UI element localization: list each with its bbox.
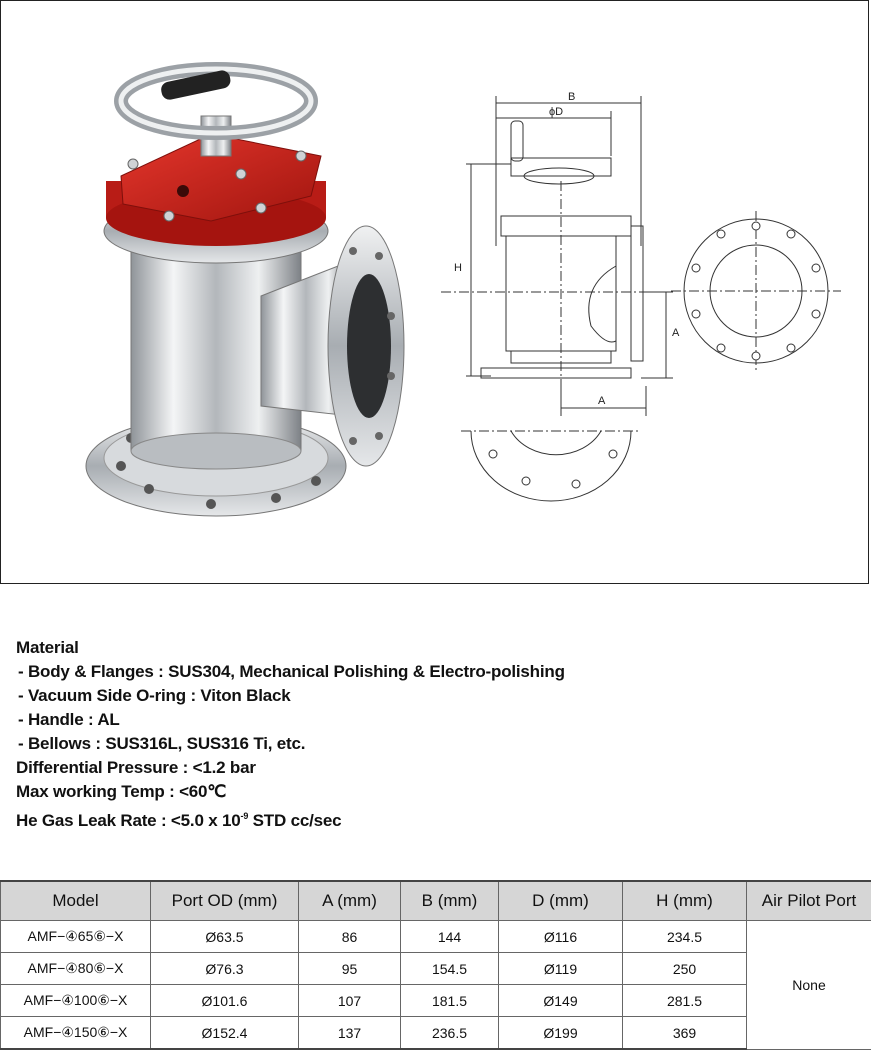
dim-label-a-horizontal: A xyxy=(598,395,606,407)
cell-port-od: Ø152.4 xyxy=(151,1017,299,1050)
header-h: H (mm) xyxy=(623,881,747,921)
model-table xyxy=(0,880,871,1050)
dim-label-phi-d: ϕD xyxy=(549,106,563,118)
cell-a: 95 xyxy=(299,953,401,985)
cell-port-od: Ø101.6 xyxy=(151,985,299,1017)
table-row xyxy=(1,1017,871,1050)
header-port-od: Port OD (mm) xyxy=(151,881,299,921)
cell-model: AMF−④80⑥−X xyxy=(1,953,151,985)
cell-model: AMF−④150⑥−X xyxy=(1,1017,151,1050)
header-model: Model xyxy=(1,881,151,921)
table-row xyxy=(1,985,871,1017)
cell-d: Ø199 xyxy=(499,1017,623,1050)
cell-h: 250 xyxy=(623,953,747,985)
header-b: B (mm) xyxy=(401,881,499,921)
differential-pressure: Differential Pressure : <1.2 bar xyxy=(16,756,856,780)
cell-b: 144 xyxy=(401,921,499,953)
header-air-pilot-port: Air Pilot Port xyxy=(747,881,871,921)
max-working-temp: Max working Temp : <60℃ xyxy=(16,780,856,804)
leak-rate-suffix: STD cc/sec xyxy=(248,811,341,830)
leak-rate-exponent: -9 xyxy=(241,811,249,821)
cell-d: Ø149 xyxy=(499,985,623,1017)
material-item: - Bellows : SUS316L, SUS316 Ti, etc. xyxy=(16,732,856,756)
dim-label-b: B xyxy=(568,91,575,103)
header-d: D (mm) xyxy=(499,881,623,921)
cell-a: 86 xyxy=(299,921,401,953)
leak-rate-prefix: He Gas Leak Rate : <5.0 x 10 xyxy=(16,811,241,830)
specification-block xyxy=(16,636,856,833)
dim-label-h: H xyxy=(454,262,462,274)
cell-a: 107 xyxy=(299,985,401,1017)
table-row xyxy=(1,921,871,953)
cell-b: 154.5 xyxy=(401,953,499,985)
dim-label-a-vertical: A xyxy=(672,327,680,339)
cell-model: AMF−④65⑥−X xyxy=(1,921,151,953)
cell-port-od: Ø76.3 xyxy=(151,953,299,985)
table-header-row xyxy=(1,881,871,921)
header-a: A (mm) xyxy=(299,881,401,921)
cell-h: 234.5 xyxy=(623,921,747,953)
angle-valve-photo xyxy=(61,46,441,546)
cell-b: 236.5 xyxy=(401,1017,499,1050)
cell-d: Ø116 xyxy=(499,921,623,953)
material-item: - Body & Flanges : SUS304, Mechanical Polishing & Electro-polishing xyxy=(16,660,856,684)
cell-h: 369 xyxy=(623,1017,747,1050)
material-item: - Vacuum Side O-ring : Viton Black xyxy=(16,684,856,708)
cell-air-pilot-port: None xyxy=(747,921,871,1050)
cell-b: 181.5 xyxy=(401,985,499,1017)
cell-d: Ø119 xyxy=(499,953,623,985)
table-row xyxy=(1,953,871,985)
leak-rate xyxy=(16,804,856,833)
cell-h: 281.5 xyxy=(623,985,747,1017)
cell-model: AMF−④100⑥−X xyxy=(1,985,151,1017)
material-heading: Material xyxy=(16,636,856,660)
cell-port-od: Ø63.5 xyxy=(151,921,299,953)
cell-a: 137 xyxy=(299,1017,401,1050)
technical-drawing xyxy=(441,86,841,506)
material-item: - Handle : AL xyxy=(16,708,856,732)
